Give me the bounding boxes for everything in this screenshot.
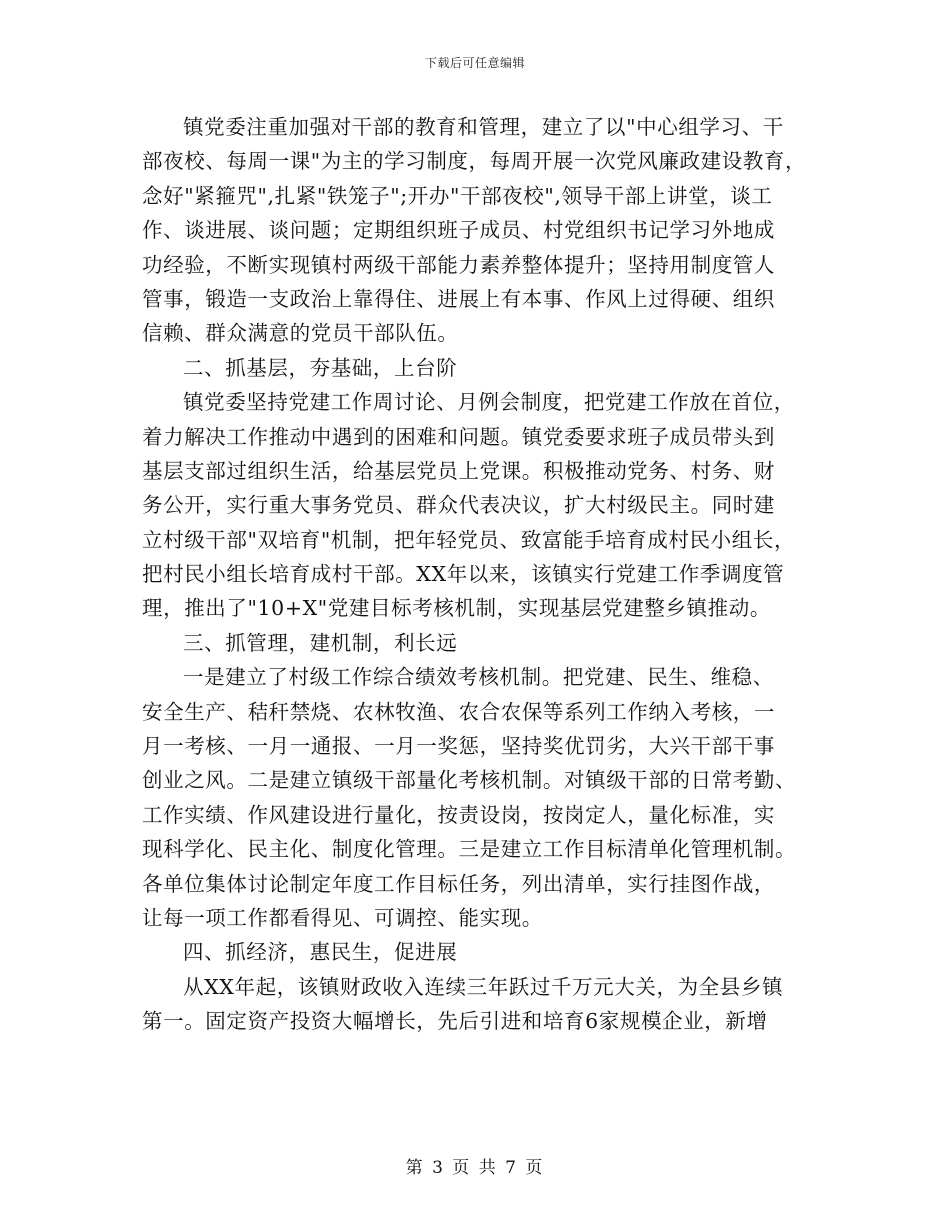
text-line: 功经验，不断实现镇村两级干部能力素养整体提升；坚持用制度管人 [142, 252, 775, 277]
text-line: 理，推出了"10+X"党建目标考核机制，实现基层党建整乡镇推动。 [142, 596, 771, 621]
page-number: 第 3 页 共 7 页 [405, 1158, 545, 1178]
text-line: 安全生产、秸秆禁烧、农林牧渔、农合农保等系列工作纳入考核，一 [142, 699, 775, 724]
text-line: 工作实绩、作风建设进行量化，按责设岗，按岗定人，量化标准，实 [142, 802, 775, 827]
text-line: 作、谈进展、谈问题；定期组织班子成员、村党组织书记学习外地成 [142, 218, 775, 243]
text-line: 把村民小组长培育成村干部。XX年以来，该镇实行党建工作季调度管 [142, 562, 785, 587]
text-line: 管事，锻造一支政治上靠得住、进展上有本事、作风上过得硬、组织 [142, 286, 775, 311]
text-line: 着力解决工作推动中遇到的困难和问题。镇党委要求班子成员带头到 [142, 424, 775, 449]
text-line: 第一。固定资产投资大幅增长，先后引进和培育6家规模企业，新增 [142, 1009, 768, 1034]
page-header-note: 下载后可任意编辑 [424, 56, 525, 70]
text-line: 务公开，实行重大事务党员、群众代表决议，扩大村级民主。同时建 [142, 493, 775, 518]
text-line: 基层支部过组织生活，给基层党员上党课。积极推动党务、村务、财 [142, 458, 775, 483]
section-heading: 二、抓基层，夯基础，上台阶 [183, 355, 458, 380]
text-line: 立村级干部"双培育"机制，把年轻党员、致富能手培育成村民小组长， [142, 527, 796, 552]
document-body [142, 110, 822, 1039]
text-line: 信赖、群众满意的党员干部队伍。 [142, 321, 459, 346]
text-line: 创业之风。二是建立镇级干部量化考核机制。对镇级干部的日常考勤、 [142, 768, 797, 793]
text-line: 各单位集体讨论制定年度工作目标任务，列出清单，实行挂图作战， [142, 871, 775, 896]
section-heading: 三、抓管理，建机制，利长远 [183, 630, 458, 655]
text-line: 让每一项工作都看得见、可调控、能实现。 [142, 905, 543, 930]
text-line: 镇党委注重加强对干部的教育和管理，建立了以"中心组学习、干 [183, 115, 784, 139]
section-heading: 四、抓经济，惠民生，促进展 [183, 940, 458, 965]
text-line: 从XX年起，该镇财政收入连续三年跃过千万元大关，为全县乡镇 [183, 974, 784, 999]
text-line: 念好"紧箍咒",扎紧"铁笼子";开办"干部夜校",领导干部上讲堂，谈工 [142, 183, 773, 208]
text-line: 月一考核、一月一通报、一月一奖惩，坚持奖优罚劣，大兴干部干事 [142, 734, 775, 759]
text-line: 一是建立了村级工作综合绩效考核机制。把党建、民生、维稳、 [183, 665, 774, 690]
text-line: 现科学化、民主化、制度化管理。三是建立工作目标清单化管理机制。 [142, 837, 797, 862]
text-line: 镇党委坚持党建工作周讨论、月例会制度，把党建工作放在首位， [183, 390, 795, 415]
text-line: 部夜校、每周一课"为主的学习制度，每周开展一次党风廉政建设教育， [142, 149, 807, 174]
